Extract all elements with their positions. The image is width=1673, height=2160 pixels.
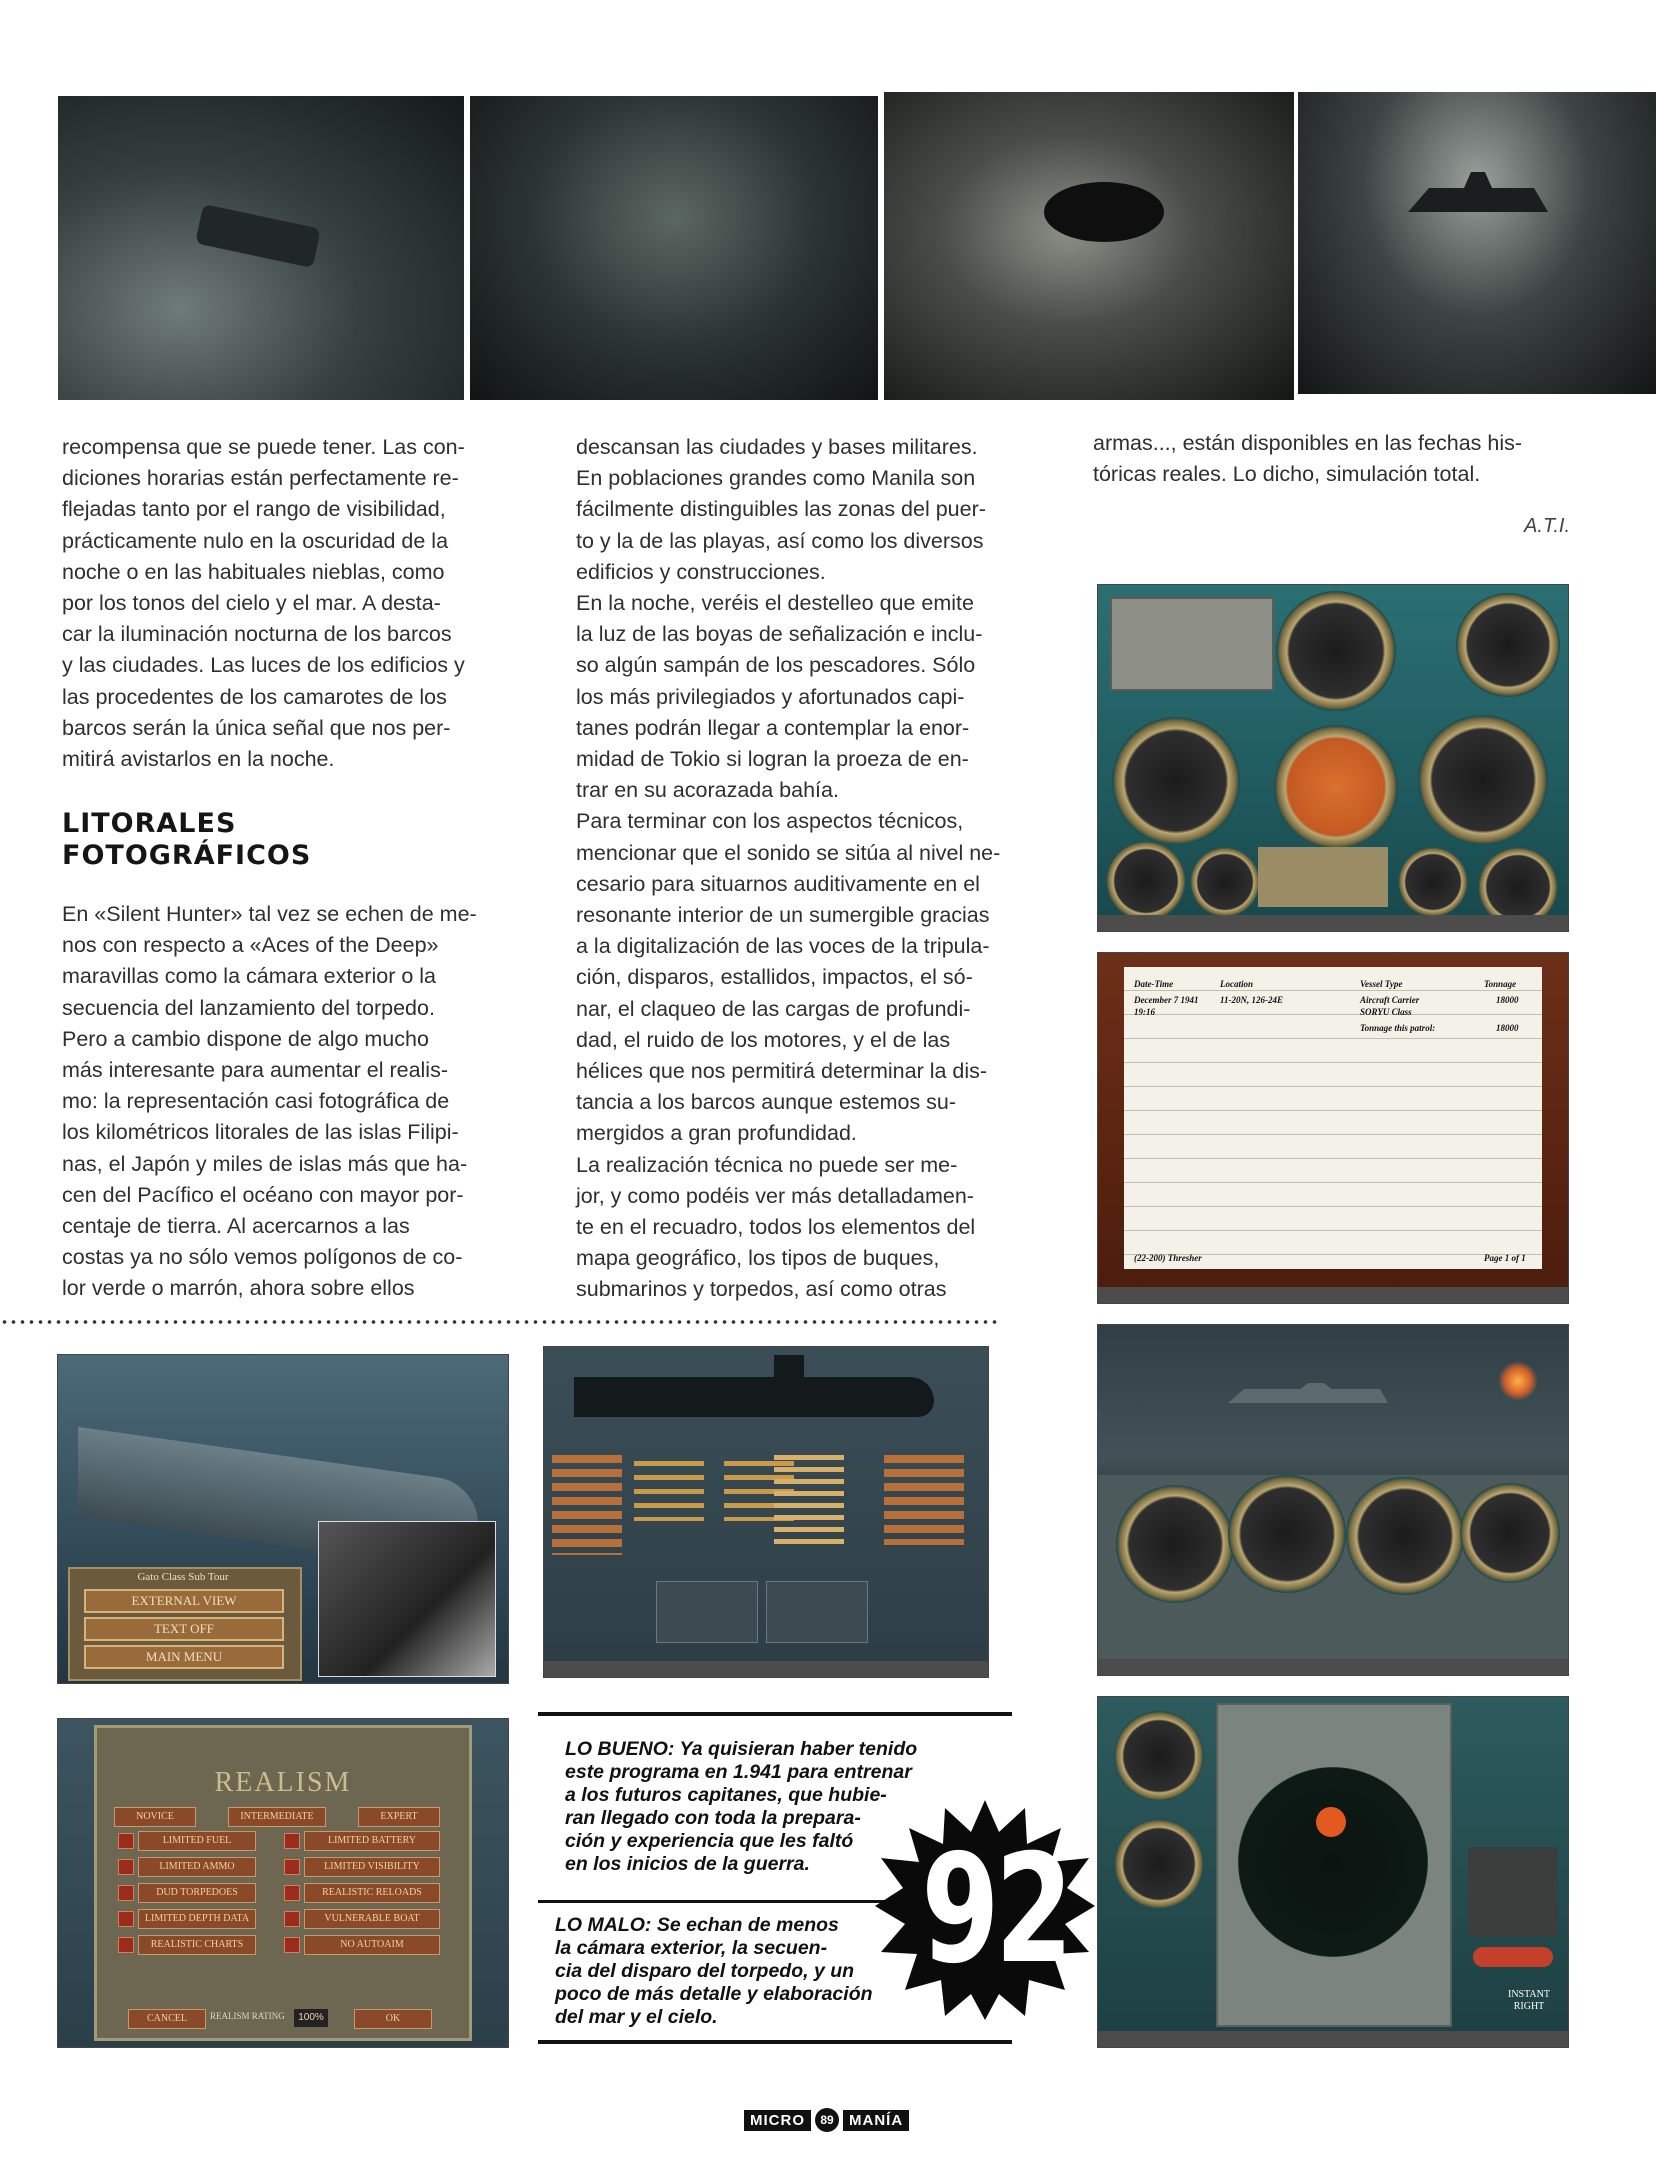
log-row-tonnage: 18000 <box>1496 995 1519 1005</box>
realism-novice-button[interactable]: NOVICE <box>114 1807 196 1827</box>
log-total-label: Tonnage this patrol: <box>1360 1023 1436 1033</box>
photo-periscope-officer <box>884 92 1294 400</box>
verdict-good-label: LO BUENO: <box>565 1738 675 1760</box>
sonar-instant-right-label: INSTANT RIGHT <box>1508 1989 1550 2012</box>
photo-warship-at-sea <box>1298 92 1656 394</box>
option-realistic-reloads[interactable]: REALISTIC RELOADS <box>304 1883 440 1903</box>
log-header-vessel: Vessel Type <box>1360 979 1403 989</box>
section-heading: LITORALES FOTOGRÁFICOS <box>62 808 312 871</box>
log-header-date: Date-Time <box>1134 979 1174 989</box>
verdict-rule-top <box>538 1712 1012 1716</box>
page-number: 89 <box>815 2108 839 2132</box>
verdict-bad-text: Se echan de menos la cámara exterior, la secuen- cia del disparo del torpedo, y un poco de más detalle y elaboración del mar y el cielo. <box>555 1914 873 2028</box>
option-limited-ammo[interactable]: LIMITED AMMO <box>138 1857 256 1877</box>
log-row-time: 19:16 <box>1134 1007 1155 1017</box>
option-check-icon[interactable] <box>284 1833 300 1849</box>
log-footer-right: Page 1 of 1 <box>1484 1253 1526 1263</box>
magazine-logo <box>744 2108 909 2132</box>
screenshot-realism-settings <box>57 1718 509 2048</box>
option-realistic-charts[interactable]: REALISTIC CHARTS <box>138 1935 256 1955</box>
logo-micro: MICRO <box>744 2110 811 2131</box>
screenshot-sonar-station <box>1097 1696 1569 2048</box>
photo-night-sea <box>470 96 878 400</box>
photo-submarine-surfacing <box>58 96 464 400</box>
realism-cancel-button[interactable]: CANCEL <box>128 2009 206 2029</box>
score-value: 92 <box>921 1823 1069 1997</box>
realism-expert-button[interactable]: EXPERT <box>358 1807 440 1827</box>
screenshot-sub-loadout <box>543 1346 989 1678</box>
log-header-location: Location <box>1220 979 1253 989</box>
screenshot-patrol-log <box>1097 952 1569 1304</box>
dotted-divider <box>0 1318 1000 1326</box>
realism-title: REALISM <box>214 1767 352 1798</box>
log-total-value: 18000 <box>1496 1023 1519 1033</box>
log-row-class: SORYU Class <box>1360 1007 1412 1017</box>
option-check-icon[interactable] <box>118 1885 134 1901</box>
article-column-2: descansan las ciudades y bases militares. En poblaciones grandes como Manila son fácilmente distinguibles las zonas del puer- to y la de las playas, así como los diversos edificios y construcciones. En la noche, veréis el destelleo que emite la luz de las boyas de señalización e inclu- so algún sampán de los pescadores. Sólo los más privilegiados y afortunados capi- tanes podrán llegar a contemplar la enor- midad de Tokio si logran la proeza de en- trar en su acorazada bahía. Para terminar con los aspectos técnicos, mencionar que el sonido se sitúa al nivel ne- cesario para situarnos auditivamente en el resonante interior de un sumergible gracias a la digitalización de las voces de la tripula- ción, disparos, estallidos, impactos, el só- nar, el claqueo de las cargas de profundi- dad, el ruido de los motores, y el de las hélices que nos permitirá determinar la dis- tancia a los barcos aunque estemos su- mergidos a gran profundidad. La realización técnica no puede ser me- jor, y como podéis ver más detalladamen- te en el recuadro, todos los elementos del mapa geográfico, los tipos de buques, submarinos y torpedos, así como otras <box>576 435 1001 1302</box>
option-check-icon[interactable] <box>118 1833 134 1849</box>
option-limited-visibility[interactable]: LIMITED VISIBILITY <box>304 1857 440 1877</box>
verdict-rule-bottom <box>538 2040 1012 2044</box>
screenshot-gato-sub-tour <box>57 1354 509 1684</box>
realism-rating-label: REALISM RATING <box>210 2011 285 2021</box>
verdict-good-text: Ya quisieran haber tenido este programa en 1.941 para entrenar a los futuros capitanes, que hubie- ran llegado con toda la prepara- ción y experiencia que les faltó en los inicios de la guerra. <box>565 1738 918 1875</box>
realism-intermediate-button[interactable]: INTERMEDIATE <box>228 1807 326 1827</box>
option-limited-battery[interactable]: LIMITED BATTERY <box>304 1831 440 1851</box>
verdict-bad-label: LO MALO: <box>555 1914 652 1936</box>
option-check-icon[interactable] <box>118 1911 134 1927</box>
option-check-icon[interactable] <box>284 1885 300 1901</box>
log-row-date: December 7 1941 <box>1134 995 1199 1005</box>
option-limited-fuel[interactable]: LIMITED FUEL <box>138 1831 256 1851</box>
text-off-button[interactable]: TEXT OFF <box>84 1617 284 1641</box>
log-row-vessel: Aircraft Carrier <box>1360 995 1420 1005</box>
article-column-1-top: recompensa que se puede tener. Las con- diciones horarias están perfectamente re- flejadas tanto por el rango de visibilidad, prácticamente nulo en la oscuridad de la noche o en las habituales nieblas, como por los tonos del cielo y el mar. A desta- car la iluminación nocturna de los barcos y las ciudades. Las luces de los edificios y las procedentes de los camarotes de los barcos serán la única señal que nos per- mitirá avistarlos en la noche. <box>62 435 465 772</box>
screenshot-control-gauges <box>1097 584 1569 932</box>
log-footer-left: (22-200) Thresher <box>1134 1253 1202 1263</box>
logo-mania: MANÍA <box>843 2110 909 2131</box>
option-dud-torpedoes[interactable]: DUD TORPEDOES <box>138 1883 256 1903</box>
option-check-icon[interactable] <box>284 1859 300 1875</box>
log-row-location: 11-20N, 126-24E <box>1220 995 1283 1005</box>
log-header-tonnage: Tonnage <box>1484 979 1517 989</box>
author-initials: A.T.I. <box>1524 515 1570 537</box>
article-column-3: armas..., están disponibles en las fechas his- tóricas reales. Lo dicho, simulación total. <box>1093 431 1523 487</box>
option-check-icon[interactable] <box>284 1911 300 1927</box>
realism-rating-value: 100% <box>294 2009 328 2027</box>
option-limited-depth-data[interactable]: LIMITED DEPTH DATA <box>138 1909 256 1929</box>
option-vulnerable-boat[interactable]: VULNERABLE BOAT <box>304 1909 440 1929</box>
main-menu-button[interactable]: MAIN MENU <box>84 1645 284 1669</box>
option-check-icon[interactable] <box>118 1859 134 1875</box>
screenshot-night-attack-view <box>1097 1324 1569 1676</box>
realism-ok-button[interactable]: OK <box>354 2009 432 2029</box>
article-column-1-bottom: En «Silent Hunter» tal vez se echen de me- nos con respecto a «Aces of the Deep» maravillas como la cámara exterior o la secuencia del lanzamiento del torpedo. Pero a cambio dispone de algo mucho más interesante para aumentar el realis- mo: la representación casi fotográfica de los kilométricos litorales de las islas Filipi- nas, el Japón y miles de islas más que ha- cen del Pacífico el océano con mayor por- centaje de tierra. Al acercarnos a las costas ya no sólo vemos polígonos de co- lor verde o marrón, ahora sobre ellos <box>62 902 477 1301</box>
option-check-icon[interactable] <box>284 1937 300 1953</box>
sub-tour-title: Gato Class Sub Tour <box>137 1571 229 1583</box>
external-view-button[interactable]: EXTERNAL VIEW <box>84 1589 284 1613</box>
option-no-autoaim[interactable]: NO AUTOAIM <box>304 1935 440 1955</box>
option-check-icon[interactable] <box>118 1937 134 1953</box>
